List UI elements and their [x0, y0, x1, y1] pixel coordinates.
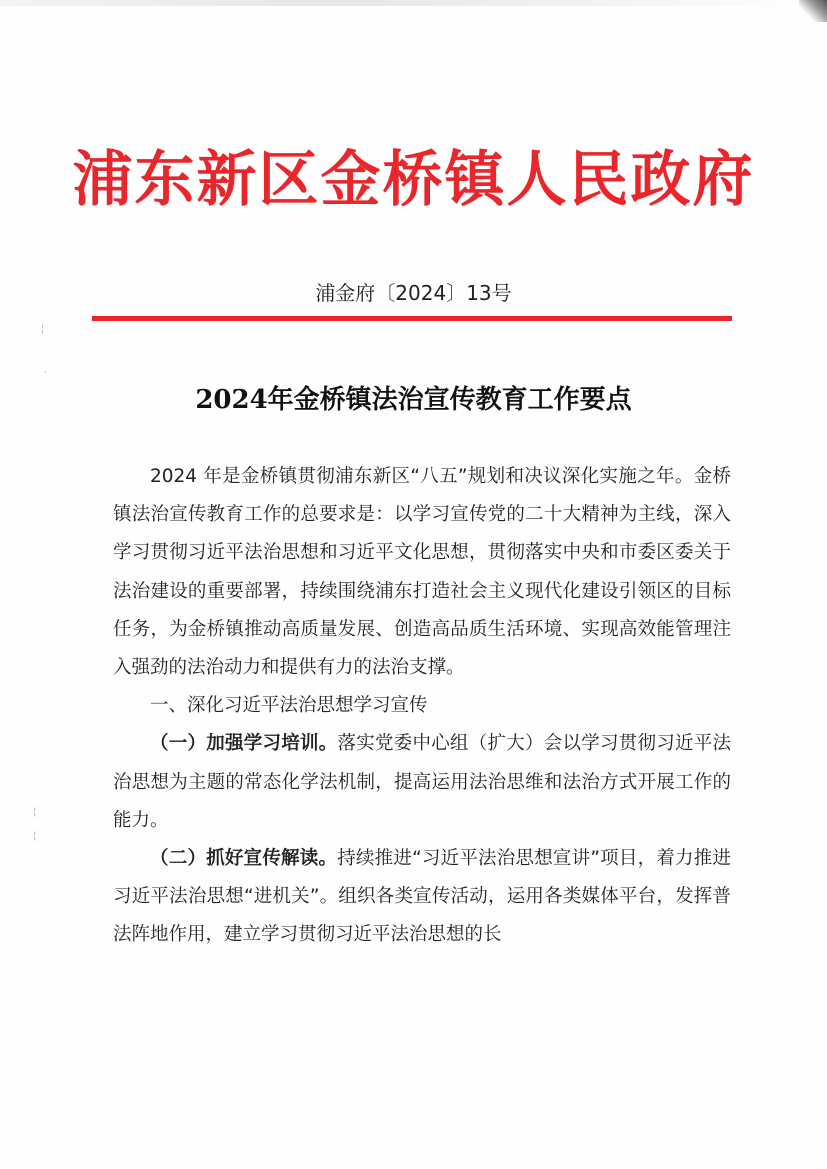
section-item [113, 840, 731, 955]
document-number: 浦金府〔2024〕13号 [315, 281, 512, 305]
item-text: 持续推进“习近平法治思想宣讲”项目，着力推进习近平法治思想“进机关”。组织各类宣传活动，运用各类媒体平台，发挥普法阵地作用，建立学习贯彻习近平法治思想的长 [113, 848, 731, 946]
masthead-title: 浦东新区金桥镇人民政府 [72, 145, 755, 215]
item-label: （一）加强学习培训。 [150, 733, 338, 755]
red-separator-line [92, 316, 732, 321]
binding-hole-mark: ╎ [32, 808, 38, 818]
section-heading: 一、深化习近平法治思想学习宣传 [150, 695, 428, 717]
scan-corner-shadow [799, 0, 827, 22]
binding-hole-mark: · [44, 368, 47, 378]
item-text: 落实党委中心组（扩大）会以学习贯彻习近平法治思想为主题的常态化学法机制，提高运用法治思维和法治方式开展工作的能力。 [113, 733, 731, 831]
binding-hole-mark: ╎ [40, 325, 46, 335]
section-item [113, 725, 731, 840]
document-title: 2024年金桥镇法治宣传教育工作要点 [195, 385, 632, 415]
item-label: （二）抓好宣传解读。 [150, 848, 338, 870]
scan-edge-shadow [0, 0, 827, 6]
binding-hole-mark: ╎ [32, 832, 38, 842]
document-body [113, 458, 731, 955]
intro-paragraph: 2024 年是金桥镇贯彻浦东新区“八五”规划和决议深化实施之年。金桥镇法治宣传教育工作的总要求是：以学习宣传党的二十大精神为主线，深入学习贯彻习近平法治思想和习近平文化思想，贯彻落实中央和市委区委关于法治建设的重要部署，持续围绕浦东打造社会主义现代化建设引领区的目标任务，为金桥镇推动高质量发展、创造高品质生活环境、实现高效能管理注入强劲的法治动力和提供有力的法治支撑。 [113, 466, 731, 679]
